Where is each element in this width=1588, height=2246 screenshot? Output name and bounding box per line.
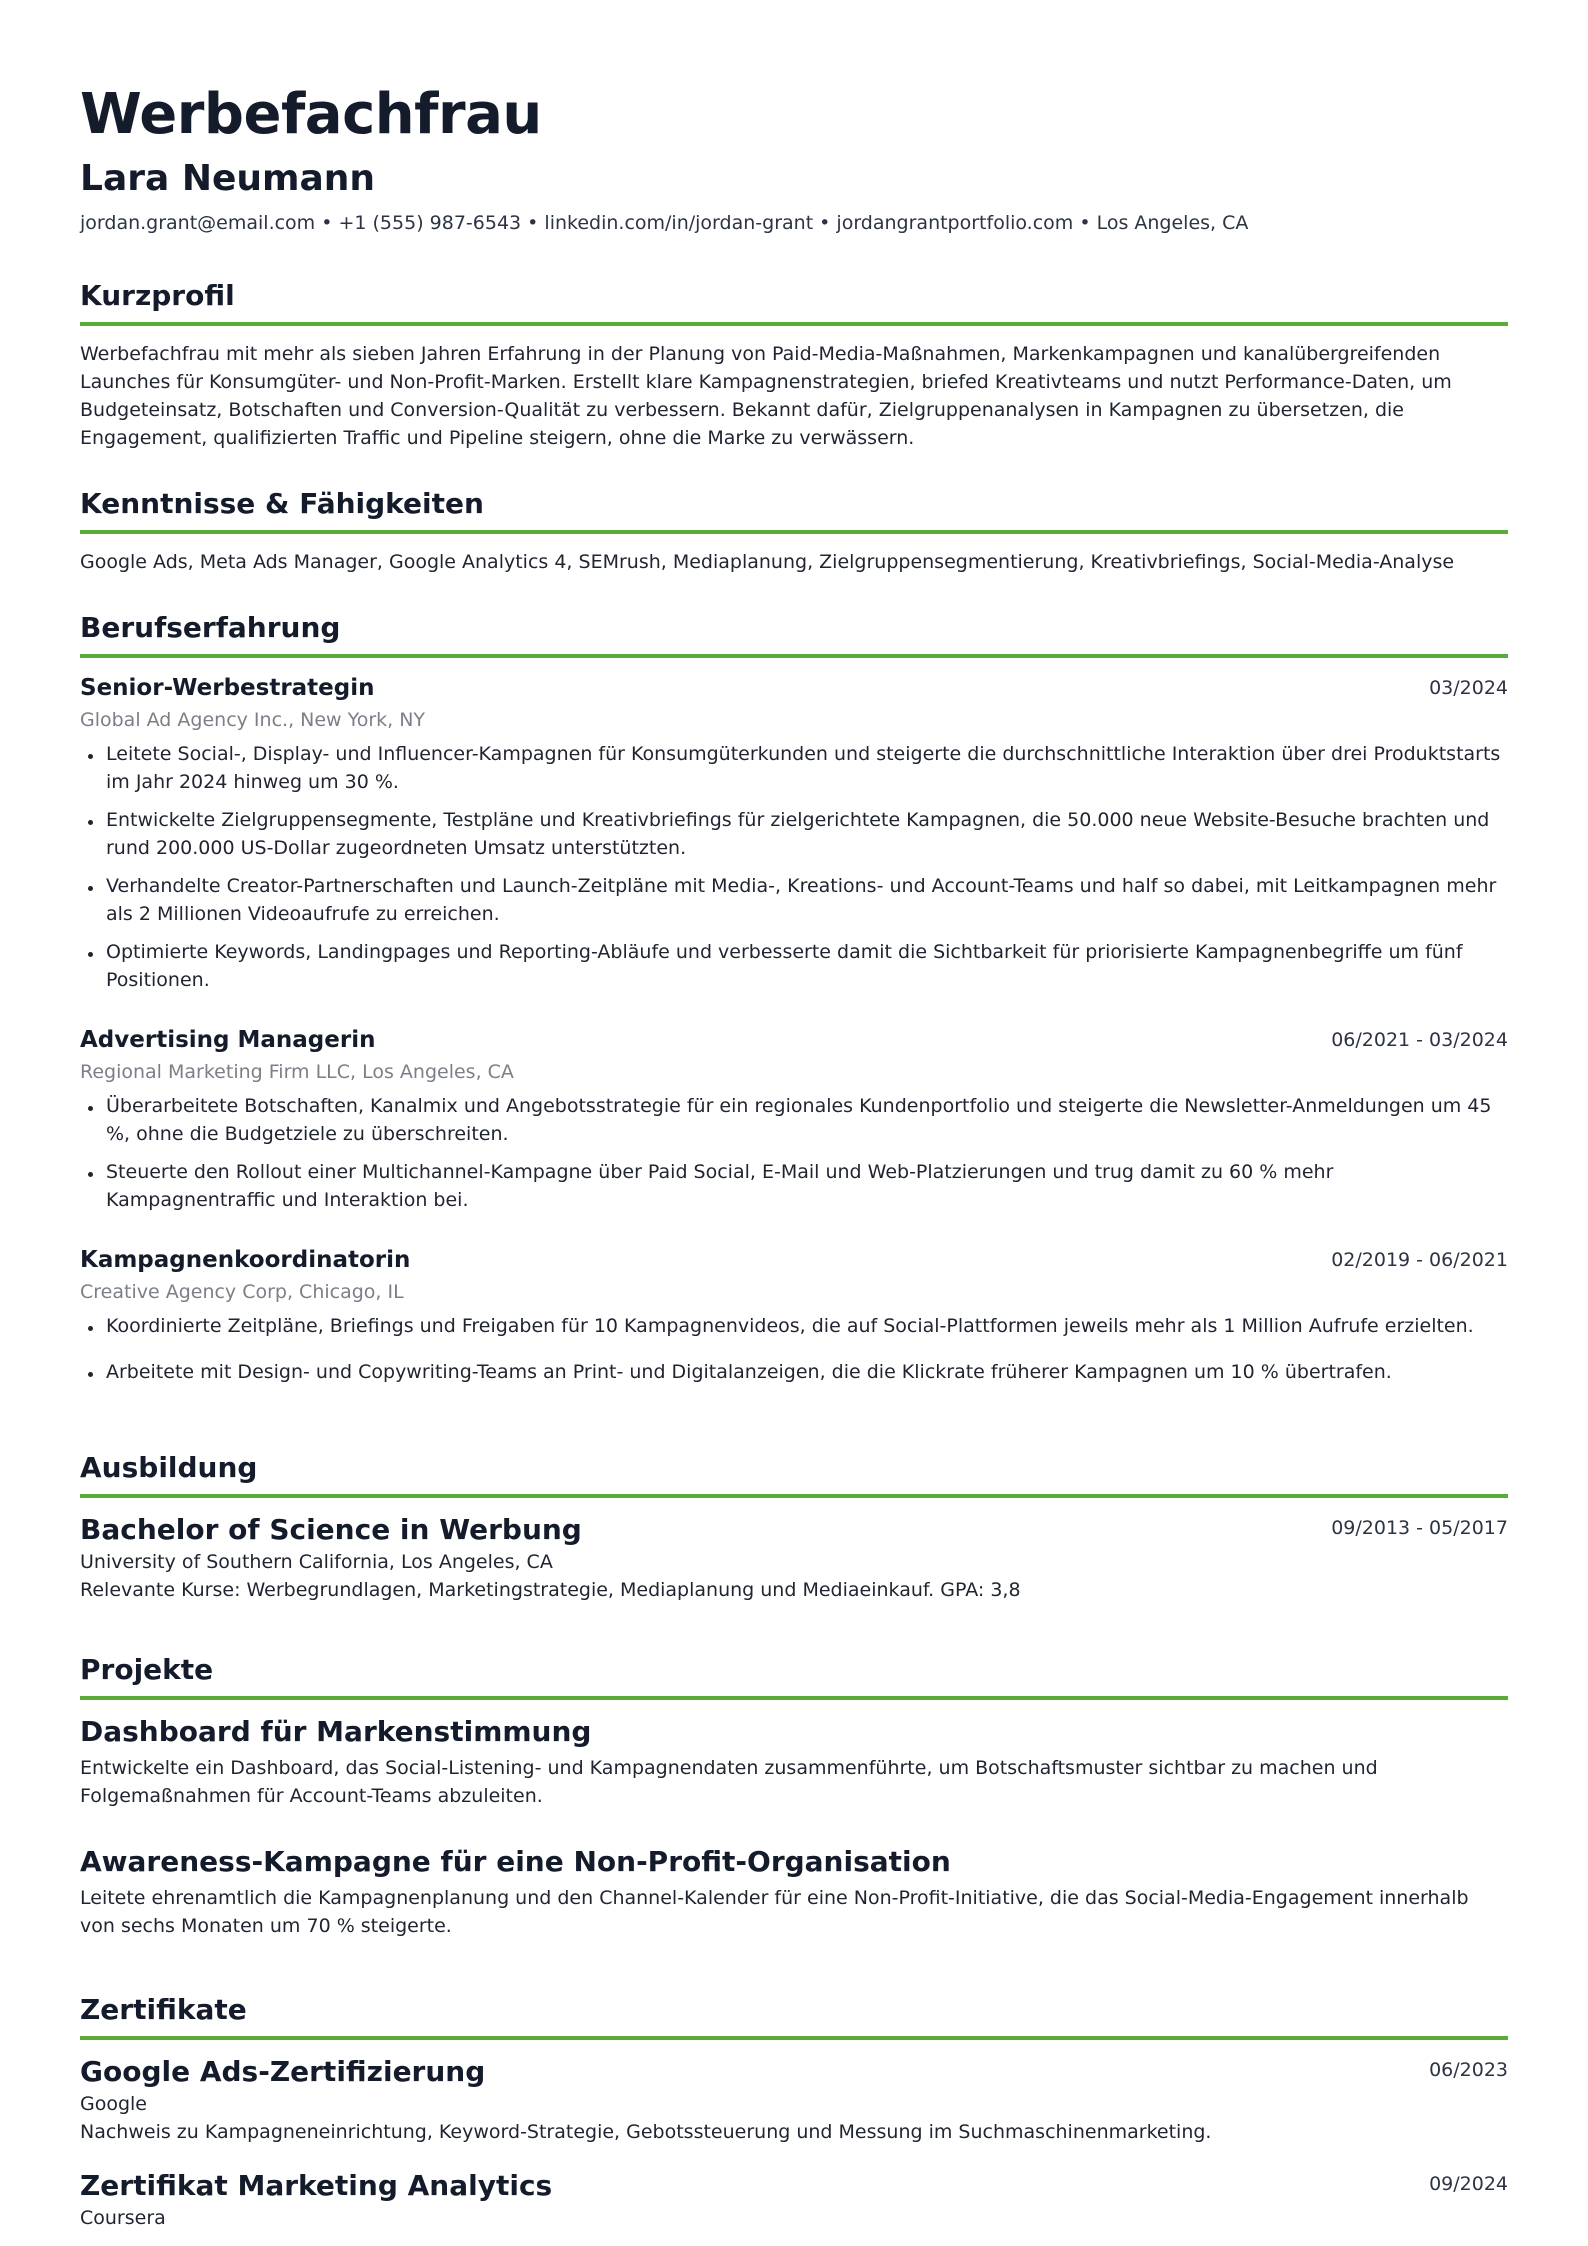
experience-section bbox=[80, 610, 1508, 658]
project-description: Entwickelte ein Dashboard, das Social-Listening- und Kampagnendaten zusammenführte, um Botschaftsmuster sichtbar zu machen und Folgemaßnahmen für Account-Teams abzuleiten. bbox=[80, 1757, 1378, 1807]
certificate-entry bbox=[80, 2168, 1508, 2232]
job-bullets bbox=[80, 1312, 1508, 1386]
job-company: Global Ad Agency Inc., New York, NY bbox=[80, 709, 426, 731]
section-heading: Ausbildung bbox=[80, 1451, 258, 1484]
profile-section bbox=[80, 278, 1508, 452]
education-entry bbox=[80, 1512, 1508, 1604]
section-heading: Zertifikate bbox=[80, 1993, 247, 2026]
name-block bbox=[80, 158, 1508, 199]
project-title: Dashboard für Markenstimmung bbox=[80, 1715, 592, 1748]
education-section bbox=[80, 1450, 1508, 1498]
section-divider bbox=[80, 654, 1508, 658]
bullet-item: Entwickelte Zielgruppensegmente, Testpläne und Kreativbriefings für zielgerichtete Kampagnen, die 50.000 neue Website-Besuche brachten und rund 200.000 US-Dollar zugeordneten Umsatz unterstützten. bbox=[80, 806, 1508, 862]
job-entry bbox=[80, 672, 1508, 1004]
section-divider bbox=[80, 1696, 1508, 1700]
project-entry bbox=[80, 1714, 1508, 1810]
job-title: Senior-Werbestrategin bbox=[80, 675, 375, 701]
bullet-item: Steuerte den Rollout einer Multichannel-Kampagne über Paid Social, E-Mail und Web-Platzierungen und trug damit zu 60 % mehr Kampagnentraffic und Interaktion bei. bbox=[80, 1158, 1508, 1214]
section-heading: Projekte bbox=[80, 1653, 214, 1686]
resume-header bbox=[80, 82, 1508, 147]
certificate-description: Nachweis zu Kampagneneinrichtung, Keyword-Strategie, Gebotssteuerung und Messung im Suchmaschinenmarketing. bbox=[80, 2121, 1212, 2143]
bullet-item: Arbeitete mit Design- und Copywriting-Teams an Print- und Digitalanzeigen, die die Klickrate früherer Kampagnen um 10 % übertrafen. bbox=[80, 1358, 1508, 1386]
education-details: Relevante Kurse: Werbegrundlagen, Marketingstrategie, Mediaplanung und Mediaeinkauf. GPA: 3,8 bbox=[80, 1579, 1021, 1601]
project-entry bbox=[80, 1844, 1508, 1940]
page-title: Werbefachfrau bbox=[80, 82, 542, 147]
job-bullets bbox=[80, 740, 1508, 994]
section-heading: Kenntnisse & Fähigkeiten bbox=[80, 487, 484, 520]
job-bullets bbox=[80, 1092, 1508, 1214]
section-divider bbox=[80, 2036, 1508, 2040]
section-heading: Berufserfahrung bbox=[80, 611, 341, 644]
section-heading: Kurzprofil bbox=[80, 279, 235, 312]
certificate-issuer: Google bbox=[80, 2093, 148, 2115]
bullet-item: Koordinierte Zeitpläne, Briefings und Freigaben für 10 Kampagnenvideos, die auf Social-Plattformen jeweils mehr als 1 Million Aufrufe erzielten. bbox=[80, 1312, 1508, 1340]
job-title: Advertising Managerin bbox=[80, 1027, 376, 1053]
certificate-title: Zertifikat Marketing Analytics bbox=[80, 2169, 553, 2202]
person-name: Lara Neumann bbox=[80, 158, 376, 199]
contact-line: jordan.grant@email.com • +1 (555) 987-6543 • linkedin.com/in/jordan-grant • jordangrantportfolio.com • Los Angeles, CA bbox=[80, 212, 1249, 234]
projects-section bbox=[80, 1652, 1508, 1700]
skills-section bbox=[80, 486, 1508, 576]
bullet-item: Verhandelte Creator-Partnerschaften und Launch-Zeitpläne mit Media-, Kreations- und Account-Teams und half so dabei, mit Leitkampagnen mehr als 2 Millionen Videoaufrufe zu erreichen. bbox=[80, 872, 1508, 928]
degree-title: Bachelor of Science in Werbung bbox=[80, 1513, 582, 1546]
section-divider bbox=[80, 322, 1508, 326]
certificate-date: 09/2024 bbox=[1429, 2173, 1508, 2195]
job-date: 03/2024 bbox=[1429, 677, 1508, 699]
certificate-title: Google Ads-Zertifizierung bbox=[80, 2055, 486, 2088]
section-divider bbox=[80, 530, 1508, 534]
certificates-section bbox=[80, 1992, 1508, 2040]
profile-text: Werbefachfrau mit mehr als sieben Jahren Erfahrung in der Planung von Paid-Media-Maßnahmen, Markenkampagnen und kanalübergreifenden Launches für Konsumgüter- und Non-Profit-Marken. Erstellt klare Kampagnenstrategien, briefed Kreativteams und nutzt Performance-Daten, um Budgeteinsatz, Botschaften und Conversion-Qualität zu verbessern. Bekannt dafür, Zielgruppenanalysen in Kampagnen zu übersetzen, die Engagement, qualifizierten Traffic und Pipeline steigern, ohne die Marke zu verwässern. bbox=[80, 343, 1452, 449]
bullet-item: Optimierte Keywords, Landingpages und Reporting-Abläufe und verbesserte damit die Sichtbarkeit für priorisierte Kampagnenbegriffe um fünf Positionen. bbox=[80, 938, 1508, 994]
school-name: University of Southern California, Los Angeles, CA bbox=[80, 1551, 553, 1573]
job-title: Kampagnenkoordinatorin bbox=[80, 1247, 411, 1273]
job-company: Regional Marketing Firm LLC, Los Angeles, CA bbox=[80, 1061, 514, 1083]
job-date: 02/2019 - 06/2021 bbox=[1331, 1249, 1508, 1271]
education-date: 09/2013 - 05/2017 bbox=[1331, 1517, 1508, 1539]
certificate-entry bbox=[80, 2054, 1508, 2146]
job-entry bbox=[80, 1024, 1508, 1224]
section-divider bbox=[80, 1494, 1508, 1498]
bullet-item: Überarbeitete Botschaften, Kanalmix und Angebotsstrategie für ein regionales Kundenportfolio und steigerte die Newsletter-Anmeldungen um 45 %, ohne die Budgetziele zu überschreiten. bbox=[80, 1092, 1508, 1148]
job-date: 06/2021 - 03/2024 bbox=[1331, 1029, 1508, 1051]
certificate-date: 06/2023 bbox=[1429, 2059, 1508, 2081]
certificate-issuer: Coursera bbox=[80, 2207, 166, 2229]
skills-text: Google Ads, Meta Ads Manager, Google Analytics 4, SEMrush, Mediaplanung, Zielgruppensegmentierung, Kreativbriefings, Social-Media-Analyse bbox=[80, 551, 1455, 573]
job-entry bbox=[80, 1244, 1508, 1396]
project-description: Leitete ehrenamtlich die Kampagnenplanung und den Channel-Kalender für eine Non-Profit-Initiative, die das Social-Media-Engagement innerhalb von sechs Monaten um 70 % steigerte. bbox=[80, 1887, 1469, 1937]
job-company: Creative Agency Corp, Chicago, IL bbox=[80, 1281, 404, 1303]
bullet-item: Leitete Social-, Display- und Influencer-Kampagnen für Konsumgüterkunden und steigerte die durchschnittliche Interaktion über drei Produktstarts im Jahr 2024 hinweg um 30 %. bbox=[80, 740, 1508, 796]
project-title: Awareness-Kampagne für eine Non-Profit-Organisation bbox=[80, 1845, 951, 1878]
